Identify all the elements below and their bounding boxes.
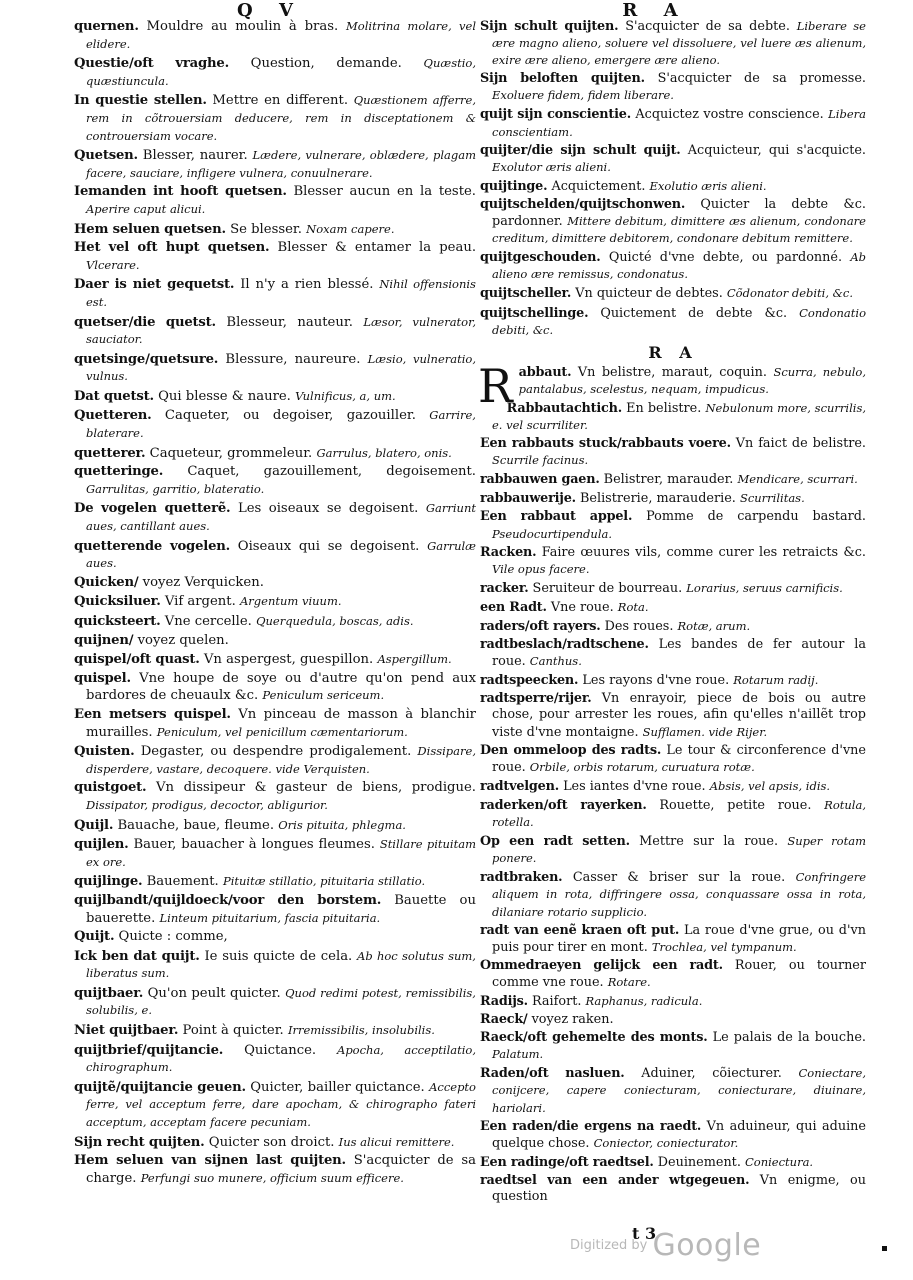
entry-headword: radtsperre/rijer. [480, 691, 592, 707]
dictionary-entry [480, 580, 866, 597]
dictionary-entry [74, 55, 476, 90]
right-column [480, 18, 866, 1207]
entry-latin-gloss: Super rotam ponere. [492, 834, 866, 866]
entry-french-gloss: S'acquicter de sa charge. [86, 1153, 476, 1186]
entry-headword: quijtinge. [480, 178, 548, 194]
dictionary-entry [480, 1030, 866, 1063]
entry-latin-gloss: Irremissibilis, insolubilis. [287, 1023, 435, 1038]
entry-headword: Hem seluen van sijnen last quijten. [74, 1153, 346, 1169]
entry-latin-gloss: Coniectare, conijcere, capere coniecturam, coniecturare, diuinare, hariolari. [492, 1066, 866, 1115]
entry-headword: Iemanden int hooft quetsen. [74, 184, 287, 200]
dictionary-entry [74, 388, 476, 406]
entry-french-gloss: Quictance. [244, 1042, 317, 1058]
dictionary-entry [74, 929, 476, 946]
dictionary-entry [480, 106, 866, 140]
entry-french-gloss: Vn belistre, maraut, coquin. [577, 364, 767, 380]
entry-latin-gloss: Scurrile facinus. [492, 453, 589, 468]
entry-latin-gloss: Confringere aliquem in rota, diffringere ossa, conquassare ossa in rota, dilaniare rotario supplicio. [492, 870, 866, 919]
entry-french-gloss: Quicté d'vne debte, ou pardonné. [608, 250, 843, 266]
entry-headword: Questie/oft vraghe. [74, 56, 229, 72]
entry-french-gloss: Faire œuures vils, comme curer les retraicts &c. [541, 544, 866, 560]
entry-latin-gloss: Exolutio æris alieni. [649, 178, 767, 193]
entry-french-gloss: Se blesser. [230, 221, 302, 237]
watermark-small-text: Digitized by [570, 1238, 648, 1253]
entry-french-gloss: Bauache, baue, fleume. [117, 817, 275, 833]
entry-latin-gloss: Rotare. [607, 974, 651, 989]
entry-headword: rabbauwerije. [480, 491, 576, 507]
entry-french-gloss: Les bandes de fer autour la roue. [492, 637, 866, 670]
entry-headword: quetser/die quetst. [74, 314, 216, 330]
entry-latin-gloss: Quæstio, quæstiuncula. [86, 56, 476, 88]
entry-latin-gloss: Vulnificus, a, um. [295, 388, 396, 403]
dictionary-entry [480, 436, 866, 469]
entry-headword: raedtsel van een ander wtgegeuen. [480, 1172, 750, 1188]
entry-headword: Raeck/oft gehemelte des monts. [480, 1030, 708, 1046]
dictionary-entry [74, 873, 476, 891]
entry-latin-gloss: Exolutor æris alieni. [492, 159, 611, 174]
entry-french-gloss: Bauer, bauacher à longues fleumes. [133, 837, 375, 853]
entry-french-gloss: Ie suis quicte de cela. [204, 948, 353, 964]
entry-headword: Quijl. [74, 817, 114, 833]
entry-french-gloss: Belistrer, marauder. [603, 472, 734, 488]
entry-headword: quijtschellinge. [480, 305, 589, 321]
dictionary-entry [480, 490, 866, 507]
entry-latin-gloss: Argentum viuum. [240, 594, 342, 609]
entry-headword: quijlen. [74, 837, 129, 853]
entry-french-gloss: Vif argent. [164, 594, 236, 610]
entry-latin-gloss: Sufflamen. vide Rijer. [642, 724, 768, 739]
dictionary-entry [74, 1042, 476, 1077]
entry-latin-gloss: Pituitæ stillatio, pituitaria stillatio. [222, 874, 426, 889]
corner-mark [882, 1246, 887, 1251]
entry-headword: quijtgeschouden. [480, 250, 601, 266]
entry-french-gloss: Bauette ou bauerette. [86, 892, 476, 926]
entry-french-gloss: Raifort. [532, 993, 582, 1009]
entry-headword: Racken. [480, 544, 537, 560]
entry-french-gloss: S'acquicter de sa debte. [625, 19, 790, 34]
entry-french-gloss: Acquicteur, qui s'acquicte. [687, 142, 867, 158]
entry-latin-gloss: Garriunt aues, cantillant aues. [86, 501, 476, 534]
entry-french-gloss: Qu'on peult quicter. [147, 985, 281, 1001]
entry-headword: quijlinge. [74, 874, 143, 890]
dictionary-entry [74, 743, 476, 778]
entry-headword: raderken/oft rayerken. [480, 797, 647, 813]
entry-latin-gloss: Apocha, acceptilatio, chirographum. [86, 1042, 476, 1075]
entry-latin-gloss: Dissipator, prodigus, decoctor, abligurior. [86, 797, 328, 812]
entry-french-gloss: Vn aduineur, qui aduine quelque chose. [492, 1118, 866, 1151]
dictionary-entry [74, 671, 476, 705]
entry-french-gloss: Vn aspergest, guespillon. [203, 652, 374, 668]
entry-headword: quernen. [74, 19, 139, 34]
entry-headword: Quetteren. [74, 408, 152, 424]
entry-latin-gloss: Stillare pituitam ex ore. [86, 837, 476, 869]
dictionary-entry [74, 92, 476, 145]
entry-headword: een Radt. [480, 599, 547, 615]
dictionary-entry [480, 993, 866, 1010]
dictionary-entry [480, 545, 866, 578]
entry-french-gloss: La roue d'vne grue, ou d'vn puis pour tirer en mont. [492, 922, 866, 955]
dictionary-entry [74, 464, 476, 498]
dictionary-entry [74, 276, 476, 311]
entry-latin-gloss: Ab alieno ære remissus, condonatus. [492, 250, 866, 282]
entry-headword: quijtschelden/quijtschonwen. [480, 196, 686, 212]
dictionary-entry [74, 314, 476, 349]
dictionary-entry [480, 178, 866, 195]
entry-headword: quispel. [74, 670, 131, 686]
entry-french-gloss: Acquictez vostre conscience. [635, 107, 824, 123]
entry-headword: radtvelgen. [480, 778, 559, 794]
entry-latin-gloss: Accepto ferre, vel acceptum ferre, dare apocham, & chirographo fateri acceptum, acceptam facere pecuniam. [86, 1079, 476, 1130]
entry-french-gloss: Les oiseaux se degoisent. [237, 501, 419, 517]
dictionary-entry [480, 305, 866, 339]
entry-latin-gloss: Vile opus facere. [492, 561, 590, 576]
entry-headword: Op een radt setten. [480, 834, 630, 850]
entry-french-gloss: Le tour & circonference d'vne roue. [492, 742, 866, 775]
entry-latin-gloss: Noxam capere. [306, 221, 395, 236]
entry-latin-gloss: Canthus. [529, 654, 582, 669]
dictionary-entry [74, 1022, 476, 1040]
dictionary-entry [480, 1173, 866, 1205]
dictionary-entry [74, 593, 476, 611]
entry-headword: quijnen/ [74, 632, 134, 648]
entry-latin-gloss: Querquedula, boscas, adis. [256, 614, 414, 628]
entry-headword: radtspeecken. [480, 673, 579, 689]
page-header-right: R A [622, 0, 688, 21]
right-column-r-entries [478, 358, 867, 1205]
entry-latin-gloss: Læsor, vulnerator, sauciator. [86, 314, 476, 347]
entry-latin-gloss: Lædere, vulnerare, oblædere, plagam facere, sauciare, infligere vulnera, conuulnerare. [86, 148, 476, 180]
entry-headword: Raden/oft nasluen. [480, 1066, 625, 1082]
dictionary-entry [480, 471, 866, 488]
entry-latin-gloss: Læsio, vulneratio, vulnus. [86, 351, 476, 384]
dictionary-entry [74, 817, 476, 835]
entry-headword: Radijs. [480, 993, 528, 1009]
entry-latin-gloss: Absis, vel apsis, idis. [709, 778, 831, 793]
dictionary-entry [74, 445, 476, 463]
entry-headword: Het vel oft hupt quetsen. [74, 240, 270, 256]
entry-latin-gloss: Rotula, rotella. [492, 797, 866, 830]
entry-french-gloss: Quicter son droict. [208, 1134, 335, 1150]
entry-french-gloss: Quicter la debte &c. pardonner. [492, 196, 866, 230]
dictionary-entry [480, 509, 866, 542]
dictionary-entry [480, 672, 866, 689]
dictionary-entry [74, 221, 476, 239]
entry-french-gloss: S'acquicter de sa promesse. [657, 71, 867, 87]
entry-headword: quetterende vogelen. [74, 538, 231, 554]
entry-latin-gloss: Libera conscientiam. [492, 107, 867, 139]
dictionary-entry [74, 1134, 476, 1152]
dictionary-entry [74, 184, 476, 218]
dictionary-entry [74, 1153, 476, 1187]
entry-headword: Quicken/ [74, 574, 139, 590]
dictionary-entry [74, 147, 476, 182]
dictionary-entry [480, 869, 866, 920]
entry-latin-gloss: Lorarius, seruus carnificis. [686, 580, 843, 595]
dictionary-entry [480, 1012, 866, 1028]
entry-french-gloss: Rouette, petite roue. [659, 797, 812, 813]
entry-latin-gloss: Quæstionem afferre, rem in cõtrouersiam deducere, rem in disceptationem & controuersiam vocare. [86, 93, 477, 143]
entry-french-gloss: Caquet, gazouillement, degoisement. [187, 464, 476, 480]
dictionary-entry [480, 1065, 866, 1116]
entry-french-gloss: Casser & briser sur la roue. [572, 870, 786, 886]
entry-headword: Rabbautachtich. [506, 400, 622, 416]
entry-headword: quistgoet. [74, 780, 147, 796]
entry-french-gloss: Vn dissipeur & gasteur de biens, prodigue. [156, 780, 476, 796]
dictionary-entry [480, 249, 866, 283]
entry-headword: radtbeslach/radtschene. [480, 637, 649, 653]
entry-french-gloss: Blesser aucun en la teste. [293, 184, 476, 200]
entry-headword: quijt sijn conscientie. [480, 107, 631, 123]
dictionary-entry [480, 18, 866, 69]
entry-french-gloss: En belistre. [626, 400, 702, 416]
entry-latin-gloss: Aperire caput alicui. [86, 201, 206, 216]
dictionary-entry [74, 893, 476, 927]
entry-french-gloss: Oiseaux qui se degoisent. [237, 538, 420, 554]
entry-latin-gloss: Scurra, nebulo, pantalabus, scelestus, nequam, impudicus. [518, 364, 867, 396]
dictionary-entry [480, 1119, 866, 1152]
entry-latin-gloss: Rota. [617, 599, 649, 614]
entry-french-gloss: Aduiner, cõiecturer. [641, 1066, 782, 1082]
dictionary-entry [74, 538, 476, 573]
dictionary-entry [74, 651, 476, 669]
entry-latin-gloss: Peniculum sericeum. [262, 688, 385, 703]
entry-latin-gloss: Peniculum, vel penicillum cæmentariorum. [156, 724, 408, 739]
entry-headword: Quetsen. [74, 148, 138, 164]
entry-french-gloss: Vne roue. [550, 599, 614, 615]
entry-french-gloss: voyez quelen. [137, 632, 229, 648]
dictionary-entry [480, 958, 866, 991]
entry-headword: Een rabbauts stuck/rabbauts voere. [480, 436, 731, 452]
entry-headword: quetterer. [74, 445, 146, 461]
entry-french-gloss: Belistrerie, marauderie. [580, 491, 736, 507]
entry-latin-gloss: Cõdonator debiti, &c. [726, 286, 853, 301]
dictionary-entry [74, 351, 476, 386]
entry-headword: quijtbaer. [74, 985, 144, 1001]
entry-latin-gloss: Nihil offensionis est. [86, 277, 476, 309]
entry-french-gloss: Vne houpe de soye ou d'autre qu'on pend aux bardores de cheuaulx &c. [86, 670, 477, 704]
entry-french-gloss: Vne cercelle. [164, 614, 252, 629]
entry-headword: De vogelen quetterẽ. [74, 501, 231, 517]
left-column [74, 18, 476, 1189]
dictionary-entry [74, 407, 476, 442]
entry-headword: radt van eenẽ kraen oft put. [480, 922, 680, 938]
entry-headword: Dat quetst. [74, 388, 154, 404]
entry-headword: Een metsers quispel. [74, 706, 231, 722]
entry-headword: Den ommeloop des radts. [480, 742, 662, 758]
entry-headword: Sijn recht quijten. [74, 1134, 205, 1150]
entry-latin-gloss: Exoluere fidem, fidem liberare. [492, 88, 674, 103]
section-heading-ra: R A [648, 342, 698, 362]
entry-french-gloss: voyez Verquicken. [142, 574, 264, 590]
entry-headword: Quijt. [74, 929, 115, 945]
dictionary-entry [74, 985, 476, 1020]
entry-french-gloss: Qui blesse & naure. [158, 388, 291, 404]
entry-headword: quijtẽ/quijtancie geuen. [74, 1079, 246, 1095]
entry-headword: quispel/oft quast. [74, 652, 200, 668]
entry-headword: Sijn beloften quijten. [480, 71, 645, 87]
entry-french-gloss: Vn quicteur de debtes. [575, 286, 723, 302]
entry-french-gloss: Bauement. [146, 874, 219, 890]
entry-french-gloss: Caqueter, ou degoiser, gazouiller. [164, 408, 416, 424]
right-column-q-entries [480, 18, 866, 339]
dictionary-entry [480, 637, 866, 670]
entry-headword: Sijn schult quijten. [480, 19, 619, 34]
entry-headword: rabbauwen gaen. [480, 472, 600, 488]
dictionary-entry [74, 18, 476, 53]
entry-headword: Ommedraeyen gelijck een radt. [480, 957, 723, 973]
entry-headword: raders/oft rayers. [480, 619, 601, 634]
dictionary-entry [74, 613, 476, 631]
entry-headword: Quisten. [74, 744, 135, 760]
entry-latin-gloss: Coniectura. [744, 1154, 814, 1169]
dictionary-entry [74, 948, 476, 983]
entry-latin-gloss: Coniector, coniecturator. [593, 1135, 739, 1150]
dictionary-entry [480, 778, 866, 795]
dictionary-entry [480, 71, 866, 104]
entry-latin-gloss: Ab hoc solutus sum, liberatus sum. [86, 948, 476, 981]
entry-french-gloss: Blesseur, nauteur. [226, 314, 353, 330]
entry-french-gloss: Pomme de carpendu bastard. [646, 509, 866, 525]
dictionary-entry [480, 599, 866, 616]
dictionary-entry [480, 797, 866, 831]
entry-french-gloss: Caqueteur, grommeleur. [149, 445, 313, 461]
entry-headword: quicksteert. [74, 614, 161, 629]
entry-french-gloss: Les rayons d'vne roue. [582, 673, 730, 689]
entry-headword: abbaut. [518, 364, 572, 380]
entry-latin-gloss: Rotæ, arum. [677, 619, 751, 633]
entry-latin-gloss: Vlcerare. [86, 257, 140, 272]
entry-latin-gloss: Garrulus, blatero, onis. [316, 445, 452, 460]
dictionary-entry [480, 400, 866, 434]
dictionary-entry [480, 923, 866, 956]
dictionary-entry [480, 1154, 866, 1171]
entry-latin-gloss: Garrire, blaterare. [86, 408, 476, 441]
entry-french-gloss: Deuinement. [657, 1154, 741, 1170]
entry-headword: Quicksiluer. [74, 594, 161, 610]
entry-headword: Een raden/die ergens na raedt. [480, 1118, 702, 1134]
entry-french-gloss: Blesser, naurer. [142, 148, 248, 164]
entry-latin-gloss: Nebulonum more, scurrilis, e. vel scurriliter. [492, 400, 866, 432]
dictionary-entry [480, 833, 866, 867]
entry-french-gloss: Quictement de debte &c. [600, 305, 788, 321]
dictionary-entry [480, 143, 866, 176]
entry-french-gloss: voyez raken. [531, 1012, 614, 1028]
entry-french-gloss: Mettre sur la roue. [639, 834, 779, 850]
entry-latin-gloss: Oris pituita, phlegma. [278, 817, 406, 832]
entry-latin-gloss: Mittere debitum, dimittere æs alienum, condonare creditum, dimittere debitorem, condonare debitum remittere. [492, 214, 866, 246]
entry-french-gloss: Les iantes d'vne roue. [563, 778, 706, 794]
entry-french-gloss: Il n'y a rien blessé. [240, 277, 374, 293]
entry-french-gloss: Mouldre au moulin à bras. [146, 19, 339, 34]
entry-headword: quetteringe. [74, 464, 164, 480]
entry-latin-gloss: Garrulæ aues. [86, 538, 476, 571]
page-header-left: Q V [237, 0, 303, 21]
entry-headword: Ick ben dat quijt. [74, 948, 200, 964]
dictionary-entry [480, 285, 866, 302]
entry-headword: Een rabbaut appel. [480, 509, 633, 525]
entry-french-gloss: Mettre en different. [212, 93, 349, 109]
entry-latin-gloss: Palatum. [492, 1047, 544, 1062]
entry-latin-gloss: Raphanus, radicula. [585, 993, 703, 1008]
dictionary-entry [74, 500, 476, 535]
entry-french-gloss: Question, demande. [250, 56, 402, 72]
entry-headword: quijter/die sijn schult quijt. [480, 142, 681, 158]
entry-latin-gloss: Aspergillum. [377, 652, 452, 667]
entry-latin-gloss: Perfungi suo munere, officium suum efficere. [140, 1170, 404, 1185]
entry-latin-gloss: Pseudocurtipendula. [492, 526, 613, 541]
dictionary-entry [480, 197, 866, 247]
dictionary-entry [74, 780, 476, 814]
entry-french-gloss: Vn enrayoir, piece de bois ou autre chose, pour arrester les roues, afin qu'elles n'aillẽt trop viste d'vne montaigne. [492, 691, 867, 740]
entry-french-gloss: Vn faict de belistre. [735, 436, 866, 452]
entry-french-gloss: Vn pinceau de masson à blanchir murailles. [86, 706, 476, 740]
entry-latin-gloss: Dissipare, disperdere, vastare, decoquere. vide Verquisten. [86, 744, 476, 776]
entry-french-gloss: Vn enigme, ou question [492, 1172, 866, 1204]
entry-latin-gloss: Quod redimi potest, remissibilis, solubilis, e. [86, 985, 476, 1018]
entry-headword: quetsinge/quetsure. [74, 351, 219, 367]
dictionary-entry [74, 836, 476, 871]
entry-headword: Een radinge/oft raedtsel. [480, 1154, 654, 1170]
entry-headword: quijtscheller. [480, 286, 572, 302]
dictionary-entry [480, 618, 866, 635]
entry-latin-gloss: Orbile, orbis rotarum, curuatura rotæ. [529, 759, 755, 774]
entry-latin-gloss: Mendicare, scurrari. [737, 472, 858, 487]
watermark-google-logo: Google [652, 1228, 762, 1263]
entry-headword: Hem seluen quetsen. [74, 221, 226, 237]
entry-french-gloss: Blessure, naureure. [225, 351, 361, 367]
digitized-watermark [570, 1228, 761, 1263]
entry-headword: quijtbrief/quijtancie. [74, 1042, 224, 1058]
entry-french-gloss: Degaster, ou despendre prodigalement. [140, 744, 412, 760]
entry-french-gloss: Seruiteur de bourreau. [532, 580, 683, 596]
entry-french-gloss: Quicter, bailler quictance. [250, 1079, 425, 1095]
entry-latin-gloss: Scurrilitas. [739, 491, 805, 506]
entry-latin-gloss: Linteum pituitarium, fascia pituitaria. [159, 910, 381, 925]
dictionary-entry [74, 633, 476, 650]
entry-latin-gloss: Ius alicui remittere. [338, 1134, 455, 1149]
entry-headword: quijlbandt/quijldoeck/voor den borstem. [74, 892, 382, 908]
entry-latin-gloss: Molitrina molare, vel elidere. [86, 19, 476, 51]
entry-french-gloss: Point à quicter. [182, 1023, 284, 1039]
entry-latin-gloss: Condonatio debiti, &c. [492, 305, 866, 337]
entry-latin-gloss: Garrulitas, garritio, blateratio. [86, 481, 265, 496]
entry-latin-gloss: Trochlea, vel tympanum. [651, 939, 797, 954]
entry-latin-gloss: Rotarum radij. [733, 673, 819, 688]
dictionary-entry [74, 240, 476, 274]
entry-french-gloss: Des roues. [604, 619, 674, 634]
entry-headword: Niet quijtbaer. [74, 1023, 179, 1039]
signature-mark: t 3 [632, 1224, 657, 1243]
dictionary-entry [480, 743, 866, 776]
entry-headword: radtbraken. [480, 870, 563, 886]
dictionary-entry [74, 707, 476, 741]
entry-latin-gloss: Liberare se ære magno alieno, soluere vel dissoluere, vel luere æs alienum, exire ære alieno, emergere ære alieno. [492, 19, 866, 68]
dictionary-entry [480, 691, 866, 740]
entry-french-gloss: Blesser & entamer la peau. [277, 240, 477, 256]
dictionary-entry [74, 575, 476, 592]
entry-french-gloss: Le palais de la bouche. [712, 1030, 866, 1046]
entry-french-gloss: Quicte : comme, [118, 929, 228, 945]
dictionary-entry [74, 1079, 476, 1132]
entry-headword: racker. [480, 580, 529, 596]
drop-cap: R [478, 358, 513, 413]
entry-headword: In questie stellen. [74, 93, 207, 109]
entry-headword: Raeck/ [480, 1012, 528, 1028]
entry-french-gloss: Acquictement. [551, 178, 646, 194]
entry-headword: Daer is niet gequetst. [74, 277, 235, 293]
entry-french-gloss: Rouer, ou tourner comme vne roue. [492, 957, 867, 990]
